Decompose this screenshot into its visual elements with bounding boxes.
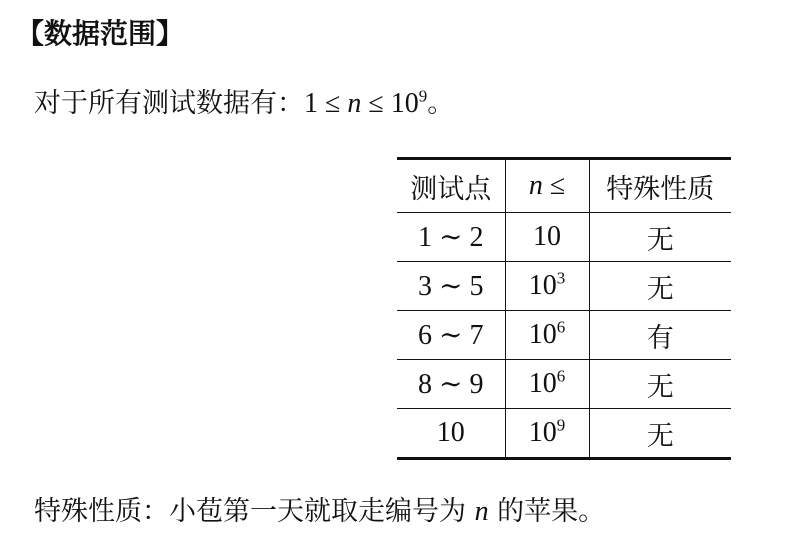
cell-n-limit xyxy=(505,213,589,262)
table-header-row xyxy=(397,159,731,213)
constraint-base: 10 xyxy=(390,88,419,119)
cell-test-points: 8 ∼ 9 xyxy=(397,360,505,409)
cell-n-limit xyxy=(505,360,589,409)
cell-n-exp: 9 xyxy=(556,415,566,435)
constraint-math xyxy=(304,88,427,119)
constraint-le-2: ≤ xyxy=(368,88,384,119)
cell-n-base: 10 xyxy=(528,270,557,301)
cell-n-exp: 3 xyxy=(556,268,566,288)
cell-special-property: 无 xyxy=(589,360,731,409)
special-property-note xyxy=(34,492,605,532)
cell-n-base: 10 xyxy=(528,368,557,399)
constraint-var: n xyxy=(347,88,362,119)
table-row xyxy=(397,262,731,311)
cell-n-limit xyxy=(505,311,589,360)
cell-special-property: 无 xyxy=(589,409,731,459)
header-special-property: 特殊性质 xyxy=(589,159,731,213)
cell-test-points: 3 ∼ 5 xyxy=(397,262,505,311)
cell-n-limit xyxy=(505,409,589,459)
table-row xyxy=(397,311,731,360)
note-prefix: 特殊性质：小苞第一天就取走编号为 xyxy=(34,496,475,527)
constraint-prefix: 对于所有测试数据有： xyxy=(34,88,304,119)
constraint-statement xyxy=(34,84,454,124)
constraint-lower: 1 xyxy=(304,88,318,119)
section-heading: 【数据范围】 xyxy=(16,17,185,50)
note-suffix: 的苹果。 xyxy=(488,496,606,527)
subtask-table xyxy=(397,157,731,460)
note-var: n xyxy=(474,496,489,527)
header-n-limit xyxy=(505,159,589,213)
cell-special-property: 无 xyxy=(589,213,731,262)
cell-n-base: 10 xyxy=(533,221,562,252)
constraint-suffix: 。 xyxy=(427,88,455,119)
cell-special-property: 无 xyxy=(589,262,731,311)
header-le: ≤ xyxy=(549,170,566,201)
table-row xyxy=(397,360,731,409)
cell-n-exp: 6 xyxy=(556,317,566,337)
header-test-points: 测试点 xyxy=(397,159,505,213)
cell-test-points: 6 ∼ 7 xyxy=(397,311,505,360)
cell-test-points: 10 xyxy=(436,417,465,448)
table-row xyxy=(397,409,731,459)
cell-test-points: 1 ∼ 2 xyxy=(397,213,505,262)
cell-n-limit xyxy=(505,262,589,311)
table-row xyxy=(397,213,731,262)
header-n-var: n xyxy=(528,170,543,201)
constraint-le-1: ≤ xyxy=(325,88,341,119)
cell-n-base: 10 xyxy=(528,319,557,350)
cell-special-property: 有 xyxy=(589,311,731,360)
cell-n-base: 10 xyxy=(528,417,557,448)
cell-n-exp: 6 xyxy=(556,366,566,386)
constraint-exp: 9 xyxy=(418,86,428,106)
